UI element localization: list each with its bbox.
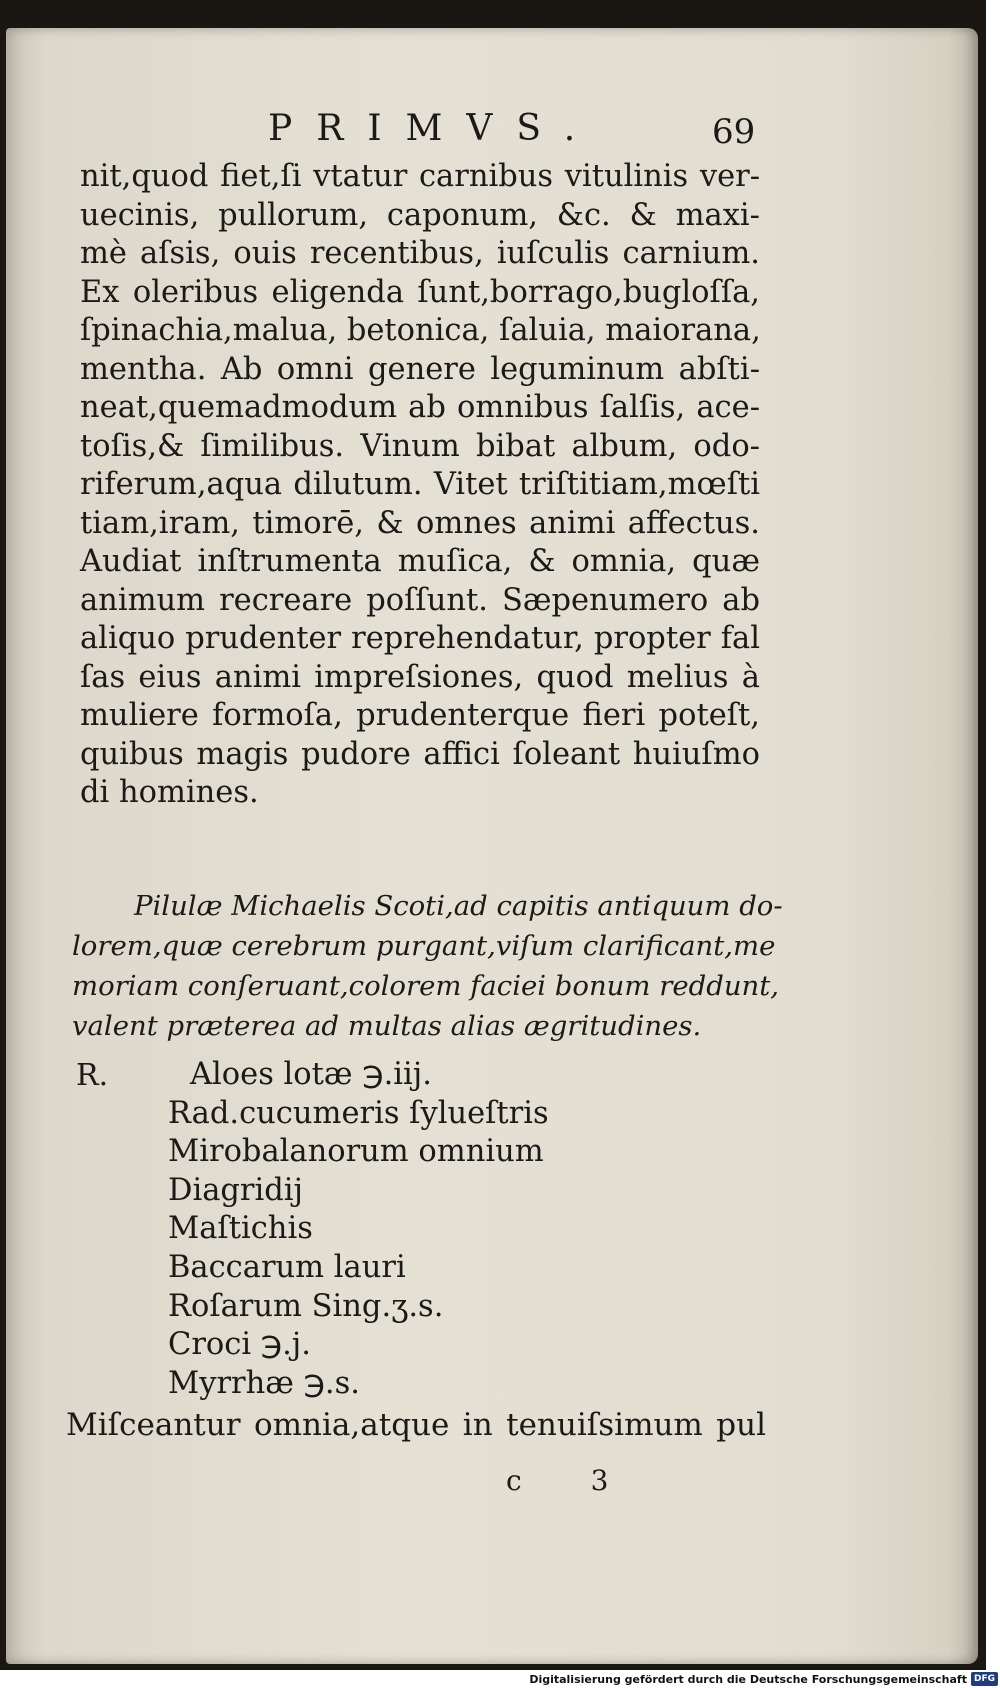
text-line: nit,quod fiet,ſi vtatur carnibus vitulinis ver- [80,159,760,194]
ingredient-item: Aloes lotæ ℈.iij. [190,1057,432,1092]
ingredient-item: Croci ℈.j. [168,1327,311,1363]
ingredient-item: Roſarum Sing.ʒ.s. [168,1288,444,1324]
text-line: neat,quemadmodum ab omnibus ſalſis, ace- [80,390,760,425]
ingredient-item: Rad.cucumeris ſylueſtris [168,1095,549,1131]
recipe-symbol: R. [76,1058,109,1093]
italic-line: Pilulæ Michaelis Scoti,ad capitis antiquum do- [134,890,783,922]
ingredient-item: Mirobalanorum omnium [168,1134,544,1170]
closing-line: Miſceantur omnia,atque in tenuiſsimum pul [66,1407,766,1443]
text-line: mentha. Ab omni genere leguminum abſti- [80,351,760,387]
text-line: mè aſsis, ouis recentibus, iuſculis carnium. [80,236,760,271]
ingredient-item: Myrrhæ ℈.s. [168,1365,360,1401]
text-line: animum recreare poſſunt. Sæpenumero ab [80,582,760,618]
running-head: PRIMVS. [268,108,600,149]
book-page [6,28,978,1664]
text-line: ſpinachia,malua, betonica, ſaluia, maiorana, [80,313,761,348]
digitization-footer [529,1670,1000,1688]
footer-credit: Digitalisierung gefördert durch die Deutsche Forschungsgemeinschaft [529,1672,967,1686]
italic-line: valent præterea ad multas alias ægritudines. [72,1010,702,1042]
text-line: quibus magis pudore affici ſoleant huiuſmo [80,736,760,772]
ingredient-item: Maſtichis [168,1211,313,1247]
text-line: Ex oleribus eligenda ſunt,borrago,bugloſſa, [80,274,760,310]
text-line: di homines. [80,775,259,810]
dfg-logo: DFG [971,1672,998,1686]
ingredient-item: Diagridij [168,1172,303,1208]
ingredient-list [168,1056,549,1403]
text-line: tiam,iram, timorē, & omnes animi affectus. [80,505,760,541]
ingredient-item: Baccarum lauri [168,1249,406,1285]
recipe-heading [72,886,783,1046]
text-line: uecinis, pullorum, caponum, &c. & maxi- [80,197,760,233]
italic-line: lorem,quæ cerebrum purgant,viſum clarificant,me [72,930,776,962]
text-line: aliquo prudenter reprehendatur, propter fal [80,621,760,656]
text-line: toſis,& ſimilibus. Vinum bibat album, odo- [80,428,760,464]
text-line: muliere formoſa, prudenterque fieri poteſt, [80,698,760,733]
signature-mark: c 3 [506,1464,639,1497]
page-number: 69 [712,112,756,152]
text-line: riferum,aqua dilutum. Vitet triſtitiam,mœſti [80,467,760,502]
text-line: Audiat inſtrumenta muſica, & omnia, quæ [80,544,760,579]
text-line: ſas eius animi impreſsiones, quod melius à [80,659,760,695]
italic-line: moriam conſeruant,colorem faciei bonum reddunt, [72,970,780,1002]
body-text [80,158,760,813]
